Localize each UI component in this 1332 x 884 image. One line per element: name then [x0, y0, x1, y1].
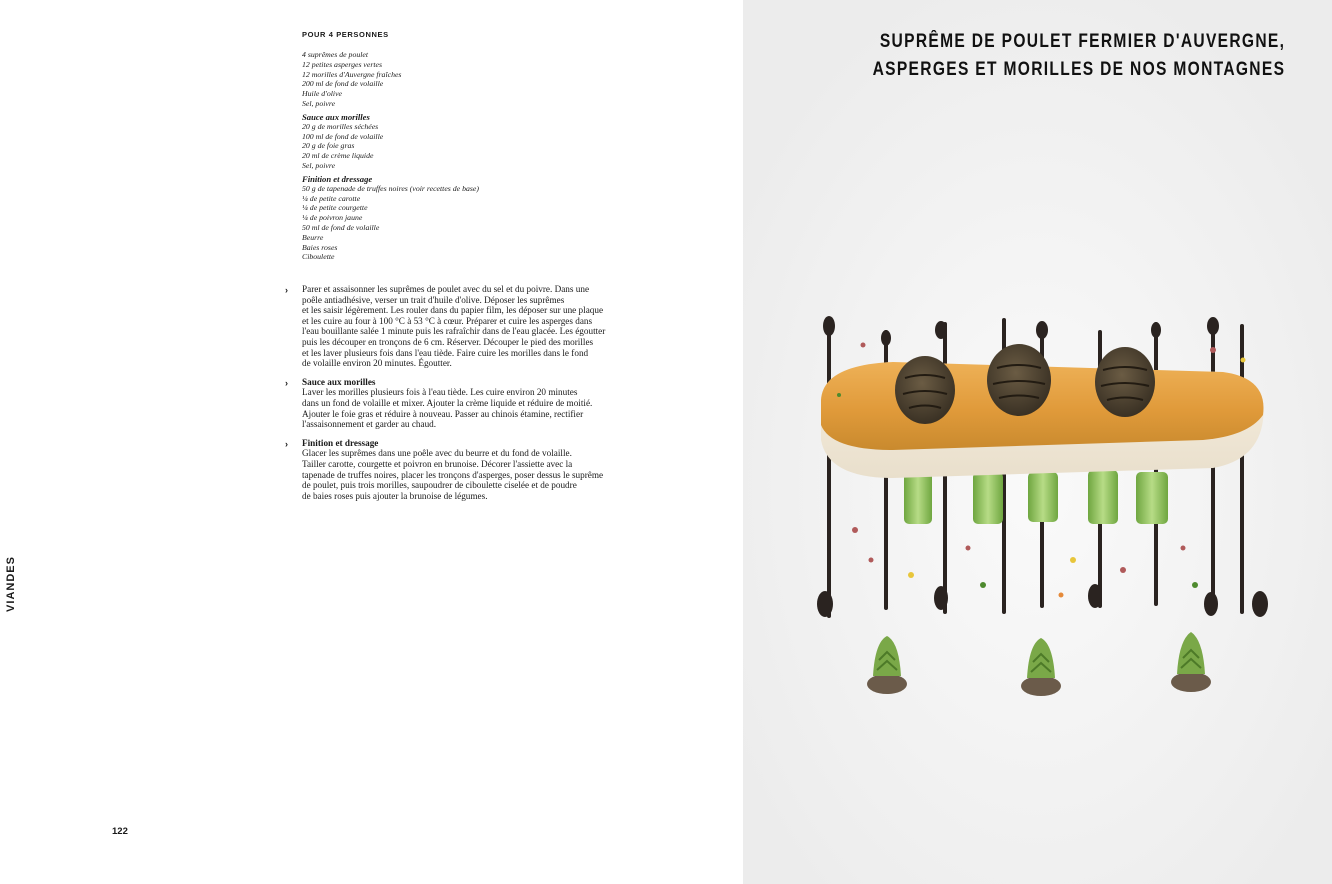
ingredient-group-title: Sauce aux morilles: [302, 111, 370, 122]
finition-ingredients: [302, 174, 532, 262]
ingredient-line: 20 g de foie gras: [302, 141, 355, 151]
ingredient-line: 200 ml de fond de volaille: [302, 79, 384, 89]
method-step: [285, 284, 615, 369]
ingredient-line: Sel, poivre: [302, 98, 336, 108]
step-line: de poulet, puis trois morilles, saupoudrer de ciboulette ciselée et de poudre: [302, 480, 577, 491]
recipe-title: [872, 28, 1285, 84]
method-step: [285, 377, 615, 430]
recipe-title-line: ASPERGES ET MORILLES DE NOS MONTAGNES: [872, 59, 1285, 80]
right-page: [743, 0, 1332, 884]
section-tab: [3, 556, 19, 612]
sauce-ingredients: [302, 112, 532, 171]
method-step: [285, 438, 615, 502]
step-line: et les laver plusieurs fois dans l'eau tiède. Faire cuire les morilles dans le fond: [302, 347, 589, 358]
ingredient-group-title: Finition et dressage: [302, 173, 373, 184]
ingredient-line: Huile d'olive: [302, 89, 342, 99]
step-title: Finition et dressage: [302, 437, 379, 448]
method-steps: [285, 284, 615, 509]
step-marker-icon: ›: [285, 285, 288, 295]
recipe-title-line: SUPRÊME DE POULET FERMIER D'AUVERGNE,: [879, 31, 1285, 52]
step-line: de baies roses puis ajouter la brunoise de légumes.: [302, 490, 488, 501]
step-line: Glacer les suprêmes dans une poêle avec du beurre et du fond de volaille.: [302, 448, 572, 459]
step-line: l'assaisonnement et garder au chaud.: [302, 419, 437, 430]
step-line: l'eau bouillante salée 1 minute puis les rafraîchir dans de l'eau glacée. Les égoutter: [302, 326, 606, 337]
ingredient-line: Sel, poivre: [302, 160, 336, 170]
ingredient-line: Beurre: [302, 232, 324, 242]
step-line: Ajouter le foie gras et réduire à nouveau. Passer au chinois étamine, rectifier: [302, 408, 584, 419]
step-line: tapenade de truffes noires, placer les tronçons d'asperges, poser dessus le suprême: [302, 469, 604, 480]
step-marker-icon: ›: [285, 377, 288, 388]
step-line: et les cuire au four à 100 °C à 53 °C à cœur. Préparer et cuire les asperges dans: [302, 315, 593, 326]
ingredient-line: 4 suprêmes de poulet: [302, 50, 369, 59]
servings-heading: POUR 4 PERSONNES: [302, 30, 389, 39]
ingredient-line: ¼ de petite courgette: [302, 203, 368, 213]
step-line: Parer et assaisonner les suprêmes de poulet avec du sel et du poivre. Dans une: [302, 284, 590, 294]
ingredient-line: ¼ de petite carotte: [302, 193, 361, 203]
step-marker-icon: ›: [285, 438, 288, 449]
dish-photo: [743, 0, 1332, 884]
step-line: Laver les morilles plusieurs fois à l'eau tiède. Les cuire environ 20 minutes: [302, 387, 578, 398]
ingredient-line: Baies roses: [302, 242, 338, 252]
ingredients-list: [302, 50, 532, 262]
step-line: de volaille environ 20 minutes. Égoutter.: [302, 358, 452, 369]
main-ingredients: [302, 50, 532, 109]
ingredient-line: 20 g de morilles séchées: [302, 121, 379, 131]
page-number: 122: [112, 826, 128, 837]
ingredient-line: 12 petites asperges vertes: [302, 59, 383, 69]
step-line: dans un fond de volaille et mixer. Ajouter la crème liquide et réduire de moitié.: [302, 397, 593, 408]
step-line: poêle antiadhésive, verser un trait d'huile d'olive. Déposer les suprêmes: [302, 294, 565, 305]
ingredient-line: 50 ml de fond de volaille: [302, 222, 380, 232]
ingredient-line: ¼ de poivron jaune: [302, 213, 363, 223]
step-title: Sauce aux morilles: [302, 376, 376, 387]
ingredient-line: 12 morilles d'Auvergne fraîches: [302, 69, 402, 79]
section-label: VIANDES: [5, 556, 17, 612]
step-line: Tailler carotte, courgette et poivron en brunoise. Décorer l'assiette avec la: [302, 458, 573, 469]
ingredient-line: Ciboulette: [302, 252, 335, 262]
ingredient-line: 20 ml de crème liquide: [302, 151, 374, 161]
ingredient-line: 100 ml de fond de volaille: [302, 131, 384, 141]
step-line: puis les découper en tronçons de 6 cm. Réserver. Découper le pied des morilles: [302, 336, 594, 347]
ingredient-line: 50 g de tapenade de truffes noires (voir recettes de base): [302, 183, 479, 193]
step-line: et les saisir légèrement. Les rouler dans du papier film, les déposer sur une plaque: [302, 305, 604, 316]
